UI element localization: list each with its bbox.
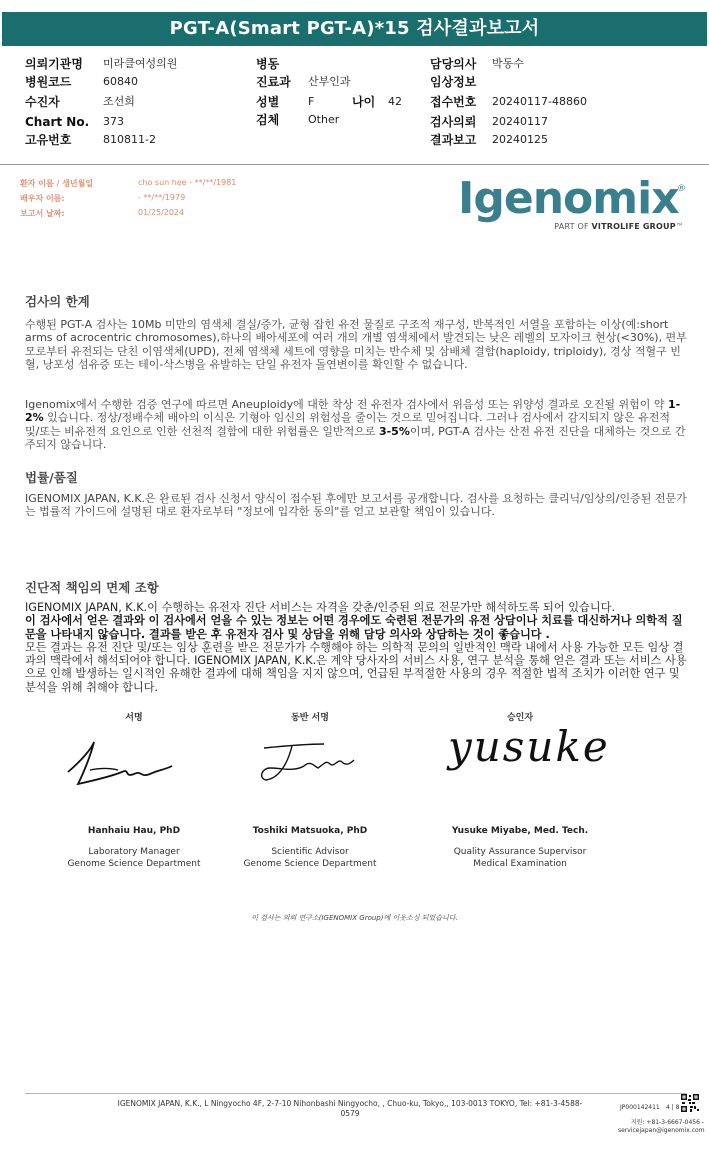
patient-info-grid (0, 52, 709, 156)
hospital-value: 미라클여성의원 (103, 57, 178, 70)
receipt-value: 20240117-48860 (492, 95, 587, 108)
receipt-label: 접수번호 (430, 95, 477, 109)
sex-value: F (308, 95, 315, 108)
chart-value: 373 (103, 115, 124, 128)
hospital-code-label: 병원코드 (25, 75, 72, 89)
signer-2-role: Scientific Advisor Genome Science Department (243, 847, 377, 869)
report-label: 결과보고 (430, 133, 477, 147)
signer-3-name: Yusuke Miyabe, Med. Tech. (451, 826, 589, 836)
signer-3-role: Quality Assurance Supervisor Medical Examination (453, 847, 587, 869)
qr-code-icon (681, 1094, 699, 1112)
footer-contact: 지원: +81-3-6667-0456 - servicejapan@igenomix.com (618, 1119, 705, 1134)
signature-miyabe: yusuke (448, 722, 610, 771)
header-divider (0, 164, 709, 165)
report-date-label: 보고서 날짜: (20, 209, 65, 218)
signer-1-role: Laboratory Manager Genome Science Department (67, 847, 201, 869)
outsourcing-note: 이 검사는 의뢰 연구소(IGENOMIX Group)에 이웃소싱 되었습니다. (251, 914, 458, 922)
unique-label: 고유번호 (25, 133, 72, 147)
signature-header-3: 승인자 (506, 713, 534, 723)
request-value: 20240117 (492, 115, 548, 128)
signer-1-name: Hanhaiu Hau, PhD (87, 826, 181, 836)
patient-name-value: cho sun hee - **/**/1981 (138, 178, 237, 187)
doctor-label: 담당의사 (430, 57, 477, 71)
chart-label: Chart No. (25, 115, 90, 129)
logo-wordmark: Igenomix (458, 173, 679, 224)
igenomix-logo (458, 173, 698, 236)
age-label: 나이 (352, 95, 376, 109)
signer-2-name: Toshiki Matsuoka, PhD (252, 826, 368, 836)
report-title: PGT-A(Smart PGT-A)*15 검사결과보고서 (2, 12, 707, 46)
limits-paragraph-1: 수행된 PGT-A 검사는 10Mb 미만의 염색체 결실/증가, 균형 잡힌 유전 물질로 구조적 재구성, 반복적인 서열을 포함하는 이상(예:short arms of acrocentric chromosomes),하나의 배아세포에 여러 개의 개별 염색체에서 발견되는 낮은 레벨의 모자이크 현상(<30%), 편부모로부터 유전되는 단친 이염색체(UPD), 전체 염색체 세트에 영향을 미치는 반수체 및 삼배체 결함(haploidy, triploidy), 경상 적혈구 빈혈, 낭포성 섬유증 또는 테이-삭스병을 유발하는 단일 유전자 돌연변이를 확인할 수 없습니다. (25, 318, 687, 371)
unique-value: 810811-2 (103, 133, 156, 146)
patient-name-label: 환자 이름 / 생년월일 (20, 179, 94, 188)
patient-label: 수진자 (25, 95, 60, 109)
limits-heading: 검사의 한계 (25, 294, 90, 309)
limits-paragraph-2: Igenomix에서 수행한 검증 연구에 따르면 Aneuploidy에 대한 착상 전 유전자 검사에서 위음성 또는 위양성 결과로 오진될 위험이 약 1-2% 있습니다. 정상/정배수체 배아의 이식은 기형아 임신의 위험성을 줄이는 것으로 믿어집니다. 그러나 검사에서 감지되지 않은 유전적 및/또는 비유전적 요인으로 인한 선천적 결함에 대한 위험률은 일반적으로 3-5%이며, PGT-A 검사는 산전 유전 진단을 대체하는 것으로 간주되지 않습니다. (25, 398, 686, 451)
document-id: JP000142411 (620, 1104, 660, 1111)
report-value: 20240125 (492, 133, 548, 146)
signature-hau (60, 732, 180, 792)
footer-divider (25, 1093, 687, 1094)
ward-label: 병동 (256, 57, 280, 71)
dept-label: 진료과 (256, 75, 291, 89)
spouse-name-value: - **/**/1979 (138, 193, 186, 202)
spouse-name-label: 배우자 이름: (20, 194, 65, 203)
page-number: 4 | 8 (666, 1104, 680, 1111)
signature-matsuoka (254, 738, 364, 788)
doctor-value: 박동수 (492, 57, 524, 70)
logo-registered-mark: ® (677, 184, 686, 194)
footer-address: IGENOMIX JAPAN, K.K., L Ningyocho 4F, 2-7-10 Nihonbashi Ningyocho, , Chuo-ku, Tokyo,, 103-0013 TOKYO, Tel: +81-3-4588-0579 (117, 1099, 583, 1118)
report-date-value: 01/25/2024 (138, 208, 185, 217)
clinical-label: 임상정보 (430, 75, 477, 89)
specimen-value: Other (308, 113, 340, 126)
age-value: 42 (388, 95, 402, 108)
specimen-label: 검체 (256, 113, 280, 127)
legal-heading: 법률/품질 (25, 470, 78, 485)
logo-tagline: PART OF VITROLIFE GROUP™ (554, 222, 684, 231)
patient-value: 조선희 (103, 95, 135, 108)
request-label: 검사의뢰 (430, 115, 477, 129)
disclaimer-heading: 진단적 책임의 면제 조항 (25, 580, 159, 595)
legal-paragraph: IGENOMIX JAPAN, K.K.은 완료된 검사 신청서 양식이 접수된 후에만 보고서를 공개합니다. 검사를 요청하는 클리닉/임상의/인증된 전문가는 법률적 가이드에 설명된 대로 환자로부터 "정보에 입각한 동의"를 얻고 보관할 책임이 있습니다. (25, 492, 687, 519)
dept-value: 산부인과 (308, 75, 351, 88)
hospital-code-value: 60840 (103, 75, 138, 88)
hospital-label: 의뢰기관명 (25, 57, 83, 71)
signature-header-1: 서명 (125, 713, 143, 723)
disclaimer-paragraph: IGENOMIX JAPAN, K.K.이 수행하는 유전자 진단 서비스는 자격을 갖춘/인증된 의료 전문가만 해석하도록 되어 있습니다. 이 검사에서 얻은 결과와 이 검사에서 얻을 수 있는 정보는 어떤 경우에도 숙련된 전문가의 유전 상담이나 치료를 대신하거나 의학적 질문을 나타내지 않습니다. 결과를 받은 후 유전자 검사 및 상담을 위해 담당 의사와 상담하는 것이 좋습니다 . 모든 결과는 유전 진단 및/또는 임상 훈련을 받은 전문가가 수행해야 하는 의학적 문의의 일반적인 맥락 내에서 사용 가능한 모든 임상 결과의 맥락에서 해석되어야 합니다. IGENOMIX JAPAN, K.K.은 계약 당사자의 서비스 사용, 연구 분석을 통해 얻은 결과 또는 서비스 사용으로 인해 발생하는 일시적인 유해한 결과에 대해 책임을 지지 않으며, 언급된 부적절한 사용의 경우 적절한 법적 조치가 이러한 연구 및 분석을 위해 취해야 합니다. (25, 601, 687, 694)
signature-header-2: 동반 서명 (291, 713, 329, 723)
sex-label: 성별 (256, 95, 280, 109)
